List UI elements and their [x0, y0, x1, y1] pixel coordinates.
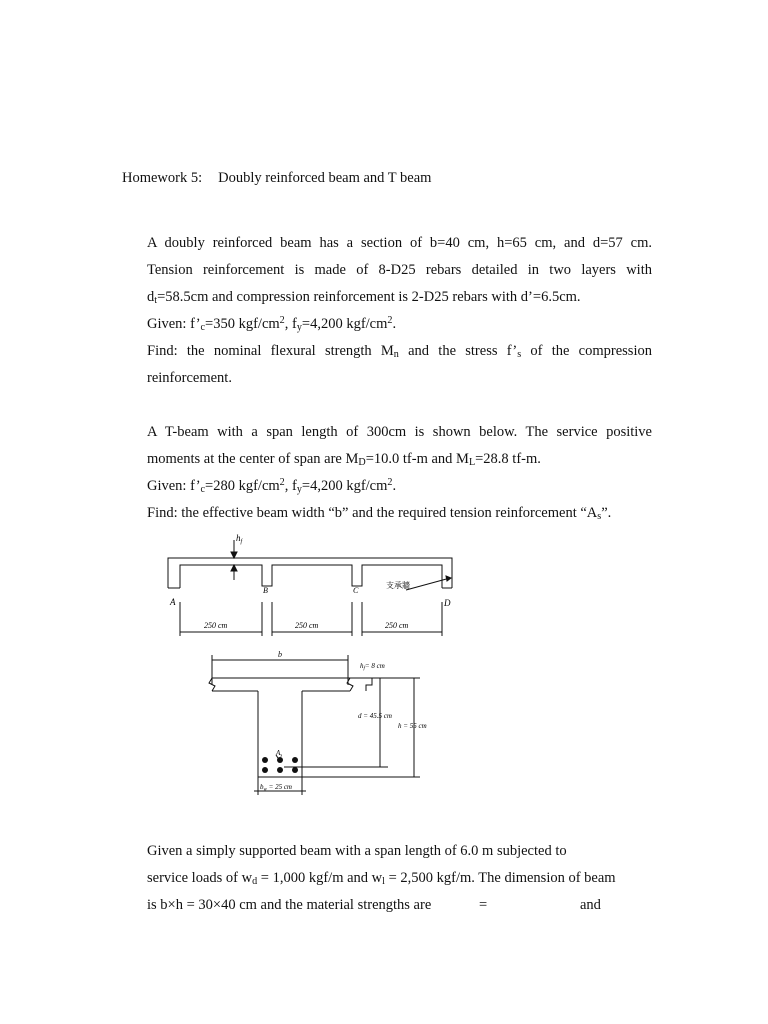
subscript: D — [358, 457, 366, 468]
problem-1-line-2: Tension reinforcement is made of 8-D25 rebars detailed in two layers with — [147, 262, 652, 278]
text-span: and the stress f’ — [398, 343, 518, 359]
bw-label: $b_w = 25$ cm — [260, 783, 292, 793]
subscript: y — [296, 484, 302, 495]
text-span: moments at the center of span are M — [147, 451, 359, 467]
text-span: =4,200 kgf/cm — [301, 478, 388, 494]
homework-number: Homework 5: — [122, 170, 203, 186]
span-1-label: 250 cm — [204, 621, 228, 630]
label-b: B — [263, 586, 268, 595]
text-span: =10.0 tf-m and M — [365, 451, 469, 467]
problem-1-find-line-2: reinforcement. — [147, 370, 232, 386]
text-span: =280 kgf/cm — [205, 478, 280, 494]
and-word: and — [580, 897, 601, 913]
problem-2-line-1: A T-beam with a span length of 300cm is shown below. The service positive — [147, 424, 652, 440]
text-span: ”. — [601, 505, 612, 521]
rebar — [262, 767, 268, 773]
text-span: Find: the effective beam width “b” and the required tension reinforcement “A — [147, 505, 598, 521]
rebar — [292, 757, 298, 763]
problem-2-line-2 — [147, 446, 652, 473]
text-span: =28.8 tf-m. — [475, 451, 541, 467]
problem-2-given — [147, 473, 652, 500]
problem-3 — [147, 838, 652, 919]
label-a: A — [170, 597, 176, 607]
page-title — [122, 170, 431, 187]
text-span: =350 kgf/cm — [205, 316, 280, 332]
text-span: Given: f’ — [147, 316, 201, 332]
text-span: Given: f’ — [147, 478, 201, 494]
superscript: 2 — [387, 477, 393, 488]
rebar — [292, 767, 298, 773]
rebar — [262, 757, 268, 763]
problem-1-given — [147, 311, 652, 338]
subscript: l — [382, 876, 385, 887]
support-note: 支承牆 — [386, 581, 410, 590]
superscript: 2 — [387, 315, 393, 326]
problem-1 — [147, 230, 652, 392]
problem-3-line-3 — [147, 892, 652, 919]
subscript: s — [597, 511, 602, 522]
text-span: of the compression — [521, 343, 652, 359]
hf-label: $h_f$ — [236, 533, 243, 545]
problem-3-line-1: Given a simply supported beam with a span length of 6.0 m subjected to — [147, 843, 567, 859]
hf-dimension — [366, 678, 372, 691]
t-beam-elevation-figure — [160, 530, 470, 640]
text-span: is b×h = 30×40 cm and the material strengths are — [147, 897, 432, 913]
rebar — [277, 767, 283, 773]
subscript: d — [252, 876, 258, 887]
text-span: service loads of w — [147, 870, 253, 886]
text-span: , f — [284, 478, 297, 494]
text-span: , f — [284, 316, 297, 332]
text-span: . — [392, 316, 397, 332]
subscript: y — [296, 322, 302, 333]
problem-1-find — [147, 338, 652, 365]
subscript: s — [517, 349, 522, 360]
problem-1-line-3 — [147, 284, 652, 311]
text-span: d — [147, 289, 155, 305]
subscript: c — [200, 322, 206, 333]
text-span: =4,200 kgf/cm — [301, 316, 388, 332]
label-c: C — [353, 586, 359, 595]
subscript: L — [468, 457, 476, 468]
h-label: h = 55 cm — [398, 722, 427, 730]
support-note-arrowhead — [446, 576, 451, 581]
d-label: d = 45.5 cm — [358, 712, 392, 720]
t-beam-section-figure — [200, 645, 450, 805]
b-label: b — [278, 650, 282, 659]
text-span: = 2,500 kgf/m. The dimension of beam — [384, 870, 616, 886]
hf-label: $h_f= 8$ cm — [360, 662, 385, 672]
label-d: D — [444, 598, 451, 608]
hf-arrowhead-top — [231, 552, 237, 558]
problem-1-line-1: A doubly reinforced beam has a section of b=40 cm, h=65 cm, and d=57 cm. — [147, 235, 652, 251]
text-span: . — [392, 478, 397, 494]
span-3-label: 250 cm — [385, 621, 409, 630]
superscript: 2 — [279, 477, 285, 488]
problem-3-line-2 — [147, 865, 652, 892]
subscript: n — [393, 349, 399, 360]
equals-sign: = — [479, 897, 488, 913]
problem-2-find — [147, 500, 652, 527]
superscript: 2 — [279, 315, 285, 326]
as-label: $A_s$ — [276, 749, 283, 759]
text-span: =58.5cm and compression reinforcement is 2-D25 rebars with d’=6.5cm. — [157, 289, 581, 305]
subscript: t — [154, 295, 158, 306]
text-span: = 1,000 kgf/m and w — [257, 870, 383, 886]
hf-arrowhead-bottom — [231, 565, 237, 571]
text-span: Find: the nominal flexural strength M — [147, 343, 394, 359]
span-2-label: 250 cm — [295, 621, 319, 630]
subscript: c — [200, 484, 206, 495]
problem-2 — [147, 419, 652, 527]
homework-topic: Doubly reinforced beam and T beam — [218, 170, 432, 186]
